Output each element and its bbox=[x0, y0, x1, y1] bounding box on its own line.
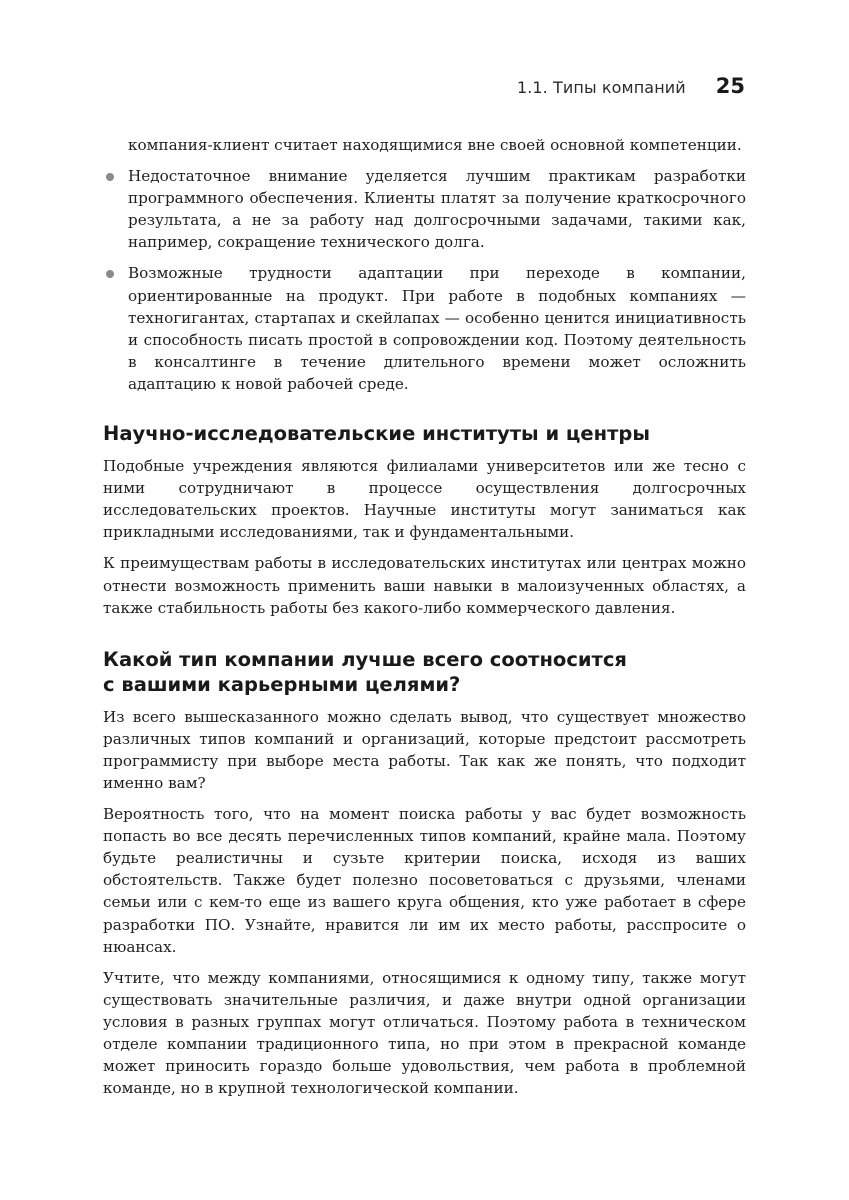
paragraph: Из всего вышесказанного можно сделать вывод, что существует множество различных типов компаний и организаций, которые предстоит рассмотреть программисту при выборе места работы. Так как же понять, что подходит именно вам? bbox=[103, 707, 746, 792]
bullet-dot-icon bbox=[106, 173, 114, 181]
section-heading-career-goals bbox=[103, 647, 746, 697]
bullet-text: Недостаточное внимание уделяется лучшим практикам разработки программного обеспечения. Клиенты платят за получение краткосрочного результата, а не за работу над долгосрочными задачами, такими как, например, сокращение технического долга. bbox=[128, 167, 746, 252]
running-title: 1.1. Типы компаний bbox=[516, 78, 686, 97]
bullet-dot-icon bbox=[106, 270, 114, 278]
running-header bbox=[517, 74, 745, 98]
bullet-list bbox=[103, 165, 746, 395]
bullet-continuation-text: компания-клиент считает находящимися вне своей основной компетенции. bbox=[128, 136, 742, 154]
paragraph: Учтите, что между компаниями, относящимися к одному типу, также могут существовать значительные различия, и даже внутри одной организации условия в разных группах могут отличаться. Поэтому работа в техническом отделе компании традиционного типа, но при этом в прекрасной команде может приносить гораздо больше удовольствия, чем работа в проблемной команде, но в крупной технологической компании. bbox=[103, 968, 746, 1098]
paragraph: Вероятность того, что на момент поиска работы у вас будет возможность попасть во все десять перечисленных типов компаний, крайне мала. Поэтому будьте реалистичны и сузьте критерии поиска, исходя из ваших обстоятельств. Также будет полезно посоветоваться с друзьями, членами семьи или с кем-то еще из вашего круга общения, кто уже работает в сфере разработки ПО. Узнайте, нравится ли им их место работы, расспросите о нюансах. bbox=[103, 805, 746, 956]
paragraph: К преимуществам работы в исследовательских институтах или центрах можно отнести возможность применить ваши навыки в малоизученных областях, а также стабильность работы без какого-либо коммерческого давления. bbox=[103, 554, 746, 617]
section-heading-research-institutes: Научно-исследовательские институты и центры bbox=[103, 422, 650, 446]
bullet-item bbox=[103, 262, 746, 395]
paragraph: Подобные учреждения являются филиалами университетов или же тесно с ними сотрудничают в процессе осуществления долгосрочных исследовательских проектов. Научные институты могут заниматься как прикладными исследованиями, так и фундаментальными. bbox=[103, 457, 746, 542]
bullet-text: Возможные трудности адаптации при переходе в компании, ориентированные на продукт. При работе в подобных компаниях — техногигантах, стартапах и скейлапах — особенно ценится инициативность и способность писать простой в сопровождении код. Поэтому деятельность в консалтинге в течение длительного времени может осложнить адаптацию к новой рабочей среде. bbox=[128, 264, 746, 393]
page-body bbox=[103, 134, 746, 1099]
section-heading-line: Какой тип компании лучше всего соотносится bbox=[103, 647, 627, 671]
page-number: 25 bbox=[715, 74, 745, 98]
bullet-item bbox=[103, 165, 746, 253]
section-heading-line: с вашими карьерными целями? bbox=[103, 672, 461, 696]
